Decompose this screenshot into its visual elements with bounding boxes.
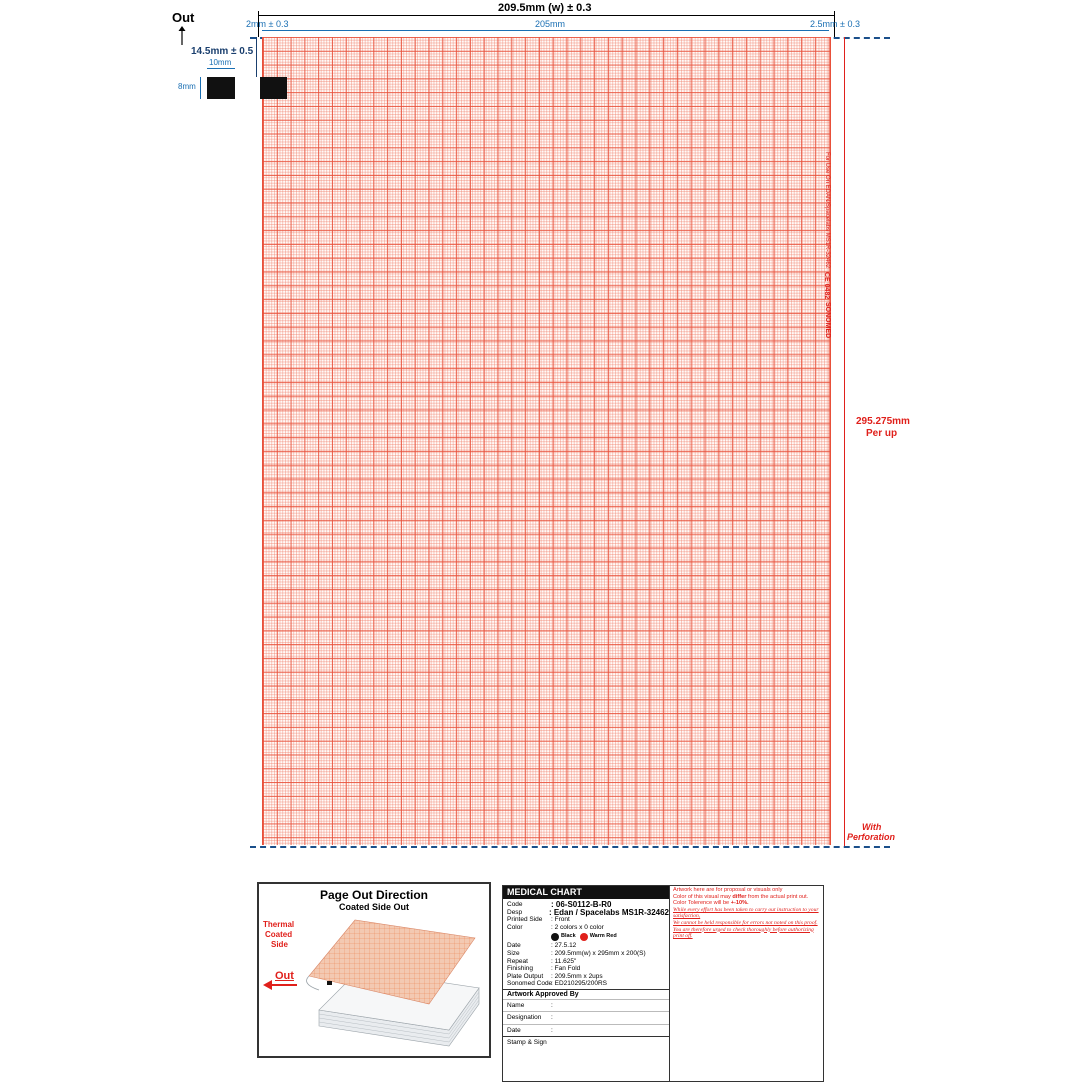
info-row: [503, 973, 669, 981]
grid-width-line: [262, 30, 829, 31]
left-margin-label: 2mm ± 0.3: [246, 19, 289, 29]
info-left-column: [503, 886, 670, 1081]
notice-line-2: [673, 894, 821, 901]
info-row: [503, 999, 669, 1012]
grid-width-label: 205mm: [535, 19, 566, 29]
stamp-label: Stamp & Sign: [507, 1039, 547, 1047]
info-row-key: Designation: [507, 1014, 542, 1022]
info-row-key: Name: [507, 1001, 525, 1009]
top-offset-tick: [256, 37, 257, 77]
up-arrow-icon: [177, 26, 187, 46]
perforation-label-2: Perforation: [847, 832, 896, 842]
notice-italic-1: While every effort has been taken to carry out instruction to your satisfaction,: [673, 906, 819, 920]
total-width-line: [258, 15, 834, 16]
artwork-notice: [673, 887, 821, 940]
marker-height-label: 8mm: [178, 82, 196, 91]
info-row-value: : 2 colors x 0 color: [551, 923, 604, 931]
thermal-label-3: Side: [271, 940, 288, 949]
info-row-key: Date: [507, 942, 521, 950]
notice-line-1: Artwork here are for proposal or visuals only: [673, 887, 783, 893]
black-swatch-icon: [551, 933, 559, 941]
info-row-key: Sonomed Code: [507, 980, 553, 988]
paper-side-text: For Use On EDAN/Spacelabs MS1R-32462: [824, 152, 830, 269]
info-row-value: : 27.5.12: [551, 942, 577, 950]
info-row-key: Plate Output: [507, 972, 544, 980]
info-row-key: Repeat: [507, 957, 528, 965]
direction-subtitle: Coated Side Out: [338, 902, 409, 912]
info-rows: [503, 899, 669, 931]
info-row-value: : Front: [551, 916, 570, 924]
marker-block-right: [260, 77, 287, 99]
info-row-key: Size: [507, 949, 520, 957]
notice-line-3-a: Color Tolerence will be: [673, 900, 731, 907]
height-sub: Per up: [866, 428, 898, 439]
right-margin-label: 2.5mm ± 0.3: [810, 19, 860, 29]
stamp-row: [503, 1036, 669, 1049]
info-row: [503, 1011, 669, 1024]
info-row-value: : 209.5mm(w) x 295mm x 200(S): [551, 949, 646, 957]
info-row: [503, 942, 669, 950]
marker-width-label: 10mm: [209, 58, 232, 67]
ecg-grid-paper: [262, 37, 831, 845]
info-row: [503, 965, 669, 973]
perforation-label-1: With: [862, 822, 882, 832]
info-row-key: Printed Side: [507, 916, 543, 924]
height-line: [844, 37, 845, 846]
info-row: [503, 1024, 669, 1037]
info-row-key: Finishing: [507, 965, 534, 973]
info-row-value: : Edan / Spacelabs MS1R-32462: [548, 907, 669, 917]
info-header: MEDICAL CHART: [503, 886, 669, 899]
info-rows-2: [503, 942, 669, 988]
paper-brand: SONOMED: [824, 302, 831, 339]
info-row-key: Desp: [507, 908, 523, 916]
thermal-label-1: Thermal: [263, 920, 295, 929]
info-row: [503, 958, 669, 966]
info-row-value: : 11.625": [551, 957, 577, 965]
notice-line-2-c: from the actual print out.: [746, 893, 809, 900]
page-out-direction-panel: [257, 882, 491, 1058]
info-row: [503, 950, 669, 958]
approved-header: Artwork Approved By: [507, 990, 579, 998]
direction-out-label: Out: [275, 970, 294, 982]
color-red-label: Warm Red: [589, 933, 617, 940]
info-row-key: Code: [507, 901, 523, 908]
info-row-key: Date: [507, 1026, 521, 1034]
info-row: [503, 924, 669, 932]
info-row-value: : Fan Fold: [551, 965, 581, 973]
info-row-value: :: [551, 1001, 553, 1009]
info-row: [503, 909, 669, 917]
info-row-value: : 209.5mm x 2ups: [551, 972, 603, 980]
red-swatch-icon: [580, 933, 588, 941]
notice-italic-2: We cannot be held responsible for errors not noted on this proof.: [673, 919, 818, 926]
total-width-label: 209.5mm (w) ± 0.3: [498, 2, 592, 14]
info-row: [503, 980, 669, 988]
medical-chart-info-table: [502, 885, 824, 1082]
ce-mark: CE 0482: [823, 272, 830, 300]
notice-line-3-b: +-10%.: [730, 900, 749, 907]
marker-width-line: [207, 68, 235, 69]
notice-line-3: [673, 900, 821, 907]
notice-line-2-a: Color of this visual may: [673, 893, 733, 900]
thermal-label-2: Coated: [265, 930, 293, 939]
perforation-bottom: [250, 846, 890, 848]
out-label-top: Out: [172, 10, 195, 25]
marker-block-left: [207, 77, 235, 99]
height-value: 295.275mm: [856, 416, 910, 427]
color-swatches: [503, 931, 669, 942]
approval-rows: [503, 999, 669, 1037]
direction-title: Page Out Direction: [319, 888, 429, 902]
left-arrow-icon: [263, 980, 299, 990]
marker-height-line: [200, 77, 201, 99]
info-row-value: : 06-S0112-B-R0: [551, 900, 612, 909]
notice-italic-3: You are therefore urged to check thoroughly before authorizing print off.: [673, 926, 814, 940]
info-row-value: : ED210295/200RS: [551, 980, 608, 988]
notice-line-2-b: differ: [732, 893, 747, 900]
info-row-key: Color: [507, 923, 523, 931]
paper-stack-illustration: [299, 918, 485, 1050]
info-row-value: :: [551, 1014, 553, 1022]
color-black-label: Black: [561, 933, 576, 940]
info-row: [503, 916, 669, 924]
top-offset-label: 14.5mm ± 0.5: [191, 46, 254, 57]
info-row-value: :: [551, 1026, 553, 1034]
